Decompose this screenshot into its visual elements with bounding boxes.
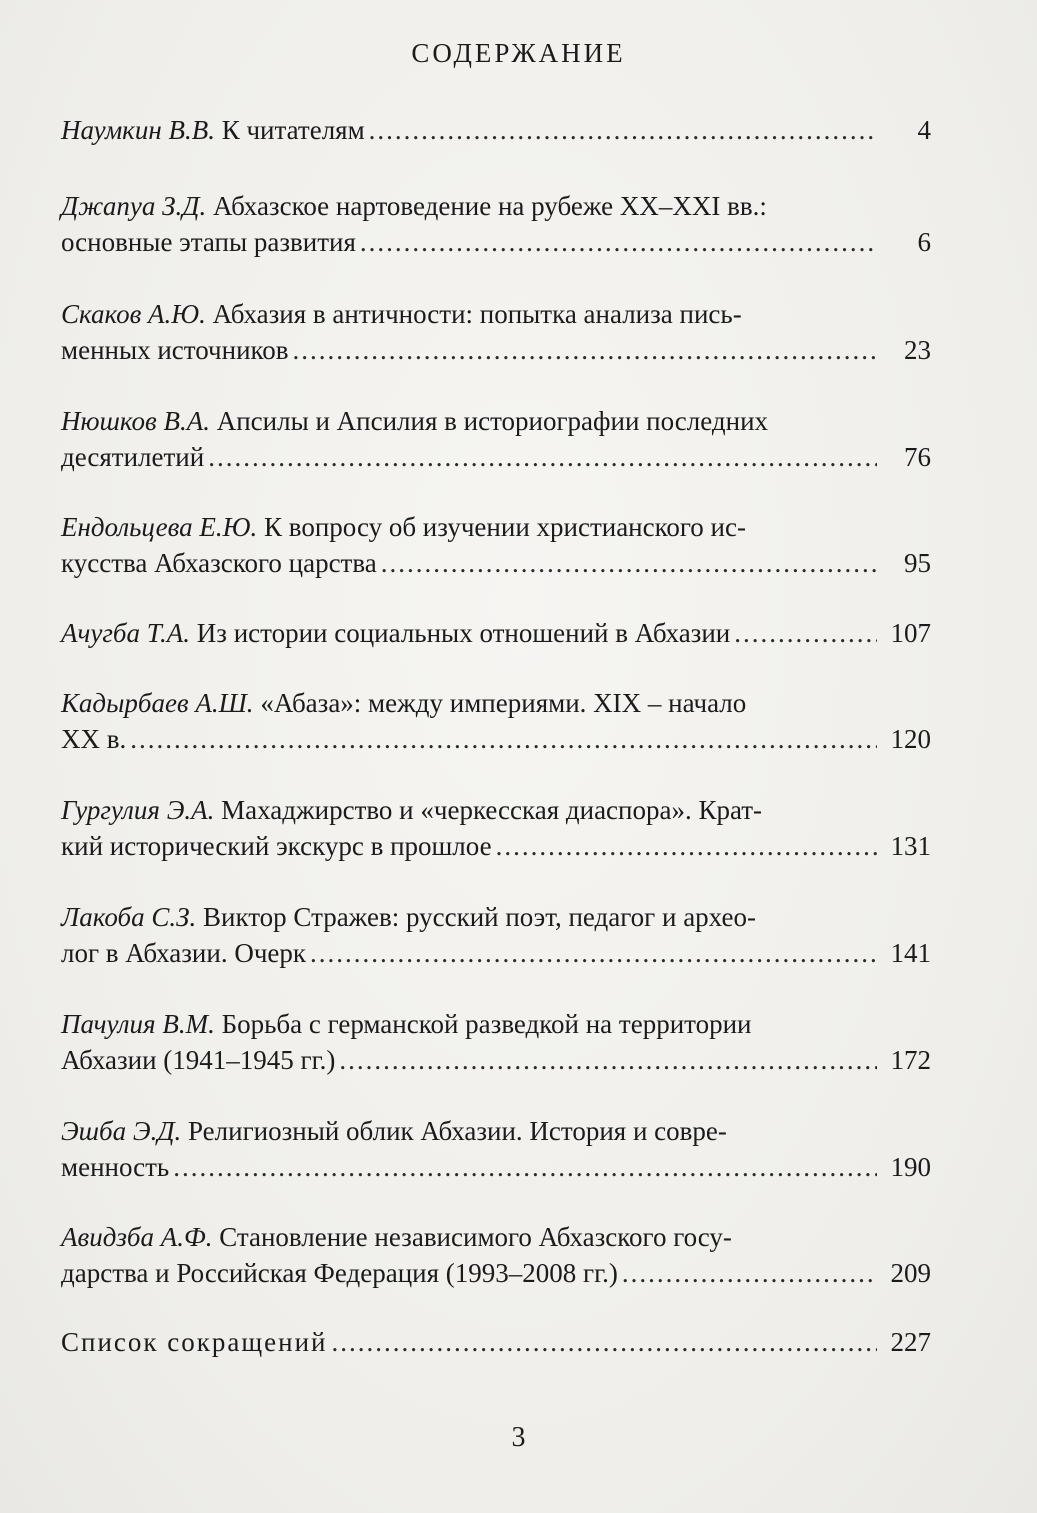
- toc-author: Авидзба А.Ф.: [61, 1222, 213, 1252]
- toc-author: Пачулия В.М.: [61, 1009, 215, 1039]
- toc-author: Джапуа З.Д.: [61, 191, 207, 221]
- toc-title-line: дарства и Российская Федерация (1993–2008 гг.): [61, 1258, 618, 1288]
- leader-dots: [622, 1255, 877, 1291]
- toc-page-number: 95: [904, 548, 931, 578]
- toc-title-line: XX в.: [61, 724, 127, 754]
- toc-page-number: 190: [890, 1152, 931, 1182]
- toc-title-line: К читателям: [221, 115, 365, 145]
- leader-dots: [360, 224, 877, 260]
- toc-title-line: основные этапы развития: [61, 227, 356, 257]
- toc-title-line: Абхазии (1941–1945 гг.): [61, 1045, 336, 1075]
- toc-title-line: менность: [61, 1152, 170, 1182]
- toc-title-line: кусства Абхазского царства: [61, 548, 377, 578]
- toc-entry-7[interactable]: [61, 685, 931, 757]
- toc-title-line: лог в Абхазии. Очерк: [61, 938, 307, 968]
- toc-entry-2[interactable]: [61, 188, 931, 260]
- toc-page-number: 172: [890, 1045, 931, 1075]
- leader-dots: [496, 828, 877, 864]
- toc-page-number: 23: [904, 335, 931, 365]
- toc-entry-9[interactable]: [61, 899, 931, 971]
- toc-title-line: К вопросу об изучении христианского ис-: [264, 512, 746, 542]
- toc-entry-1[interactable]: [61, 112, 931, 148]
- toc-entry-abbreviations[interactable]: [61, 1324, 931, 1360]
- leader-dots: [734, 615, 877, 651]
- page-number-footer: 3: [511, 1422, 526, 1453]
- toc-author: Эшба Э.Д.: [61, 1116, 182, 1146]
- toc-entry-6[interactable]: [61, 615, 931, 651]
- leader-dots: [208, 439, 877, 475]
- toc-entry-5[interactable]: [61, 509, 931, 581]
- leader-dots: [310, 935, 877, 971]
- toc-author: Ачугба Т.А.: [61, 618, 191, 648]
- toc-page-number: 76: [904, 442, 931, 472]
- toc-author: Лакоба С.З.: [61, 902, 197, 932]
- leader-dots: [369, 112, 877, 148]
- toc-entry-3[interactable]: [61, 296, 931, 368]
- leader-dots: [331, 1324, 877, 1360]
- toc-author: Кадырбаев А.Ш.: [61, 688, 254, 718]
- leader-dots: [173, 1149, 877, 1185]
- leader-dots: [339, 1042, 877, 1078]
- toc-author: Нюшков В.А.: [61, 406, 210, 436]
- toc-page-number: 6: [917, 227, 931, 257]
- toc-title-line: Из истории социальных отношений в Абхазии: [196, 618, 731, 648]
- toc-title-line: Абхазия в античности: попытка анализа пись-: [212, 299, 742, 329]
- toc-author: Наумкин В.В.: [61, 115, 215, 145]
- toc-author: Гургулия Э.А.: [61, 795, 215, 825]
- leader-dots: [130, 721, 877, 757]
- toc-entry-4[interactable]: [61, 403, 931, 475]
- toc-page-number: 4: [917, 115, 931, 145]
- toc-title-line: кий исторический экскурс в прошлое: [61, 831, 492, 861]
- toc-title-line: Борьба с германской разведкой на территории: [221, 1009, 752, 1039]
- toc-title-line: Список сокращений: [61, 1327, 328, 1357]
- toc-title-line: десятилетий: [61, 442, 205, 472]
- toc-author: Ендольцева Е.Ю.: [61, 512, 258, 542]
- toc-page-number: 107: [890, 618, 931, 648]
- toc-page-number: 131: [890, 831, 931, 861]
- toc-title-line: Виктор Стражев: русский поэт, педагог и архео-: [203, 902, 756, 932]
- toc-page-number: 209: [890, 1258, 931, 1288]
- leader-dots: [293, 332, 877, 368]
- contents-heading: СОДЕРЖАНИЕ: [411, 38, 626, 68]
- toc-entry-11[interactable]: [61, 1113, 931, 1185]
- toc-title-line: Апсилы и Апсилия в историографии последних: [216, 406, 769, 436]
- toc-title-line: «Абаза»: между империями. XIX – начало: [260, 688, 747, 718]
- toc-page-number: 120: [890, 724, 931, 754]
- leader-dots: [381, 545, 877, 581]
- toc-author: Скаков А.Ю.: [61, 299, 206, 329]
- toc-entry-10[interactable]: [61, 1006, 931, 1078]
- toc-title-line: Становление независимого Абхазского госу-: [219, 1222, 732, 1252]
- toc-page-number: 227: [890, 1327, 931, 1357]
- toc-page-number: 141: [890, 938, 931, 968]
- toc-entry-12[interactable]: [61, 1219, 931, 1291]
- toc-entry-8[interactable]: [61, 792, 931, 864]
- toc-title-line: Абхазское нартоведение на рубеже XX–XXI вв.:: [212, 191, 767, 221]
- toc-title-line: Махаджирство и «черкесская диаспора». Крат-: [221, 795, 763, 825]
- toc-title-line: Религиозный облик Абхазии. История и совре-: [188, 1116, 727, 1146]
- toc-title-line: менных источников: [61, 335, 289, 365]
